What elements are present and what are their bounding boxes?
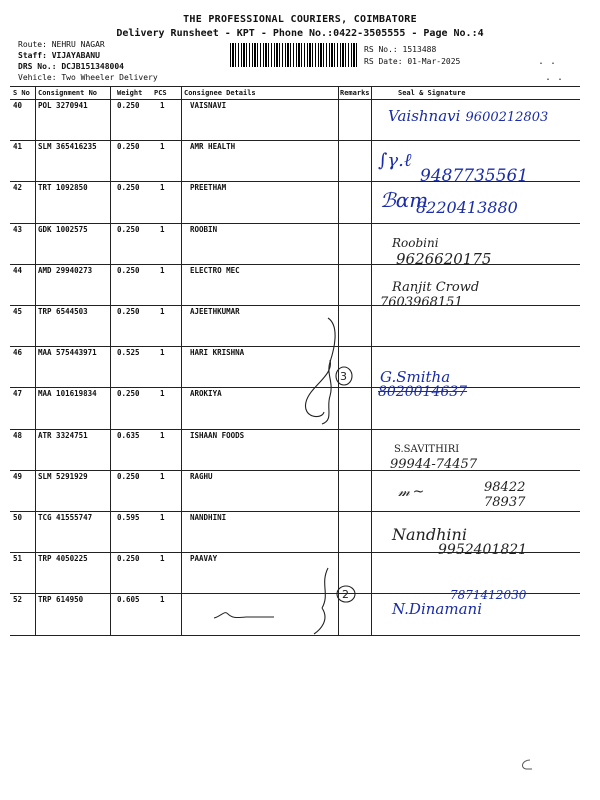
row-weight: 0.250	[117, 183, 140, 193]
vehicle-value: Two Wheeler Delivery	[61, 73, 158, 82]
table-row-rule	[10, 511, 580, 512]
row-consignee: HARI KRISHNA	[190, 348, 245, 358]
row-weight: 0.250	[117, 265, 140, 275]
row-sno: 40	[13, 101, 23, 110]
signature-number: 9487735561	[420, 166, 529, 186]
table-row-rule	[10, 140, 580, 141]
row-sno: 43	[13, 224, 23, 234]
signature-name: N.Dinamani	[392, 600, 482, 618]
col-header-sno: S No	[13, 89, 30, 97]
runsheet-title: Delivery Runsheet - KPT - Phone No.:0422-3505555 - Page No.:4	[116, 28, 484, 39]
row-sno: 48	[13, 430, 23, 440]
rs-date-value: 01-Mar-2025	[407, 57, 461, 66]
signature-name: Roobini	[392, 236, 439, 250]
staff-label: Staff:	[18, 51, 47, 60]
table-header-rule	[10, 99, 580, 100]
company-title: THE PROFESSIONAL COURIERS, COIMBATORE	[183, 14, 417, 25]
consignee-scribble	[212, 606, 282, 626]
row-consignee: VAISNAVI	[190, 101, 227, 110]
page-mark	[518, 758, 534, 772]
brace-mark	[322, 568, 328, 608]
row-consignment: TRP 4050225	[38, 554, 88, 564]
row-consignment: TCG 41555747	[38, 513, 93, 522]
signature-number: 98422 78937	[484, 480, 526, 510]
signature-name: Nandhini	[392, 525, 467, 544]
col-divider	[110, 86, 111, 636]
row-sno: 41	[13, 142, 23, 152]
col-header-weight: Weight	[117, 89, 143, 97]
signature	[388, 106, 548, 125]
signature-name: Ranjit Crowd	[392, 280, 480, 295]
row-consignment: TRP 614950	[38, 595, 84, 605]
row-pcs: 1	[160, 183, 165, 193]
table-row-rule	[10, 470, 580, 471]
rs-date-label: RS Date:	[364, 57, 403, 66]
brace-mark	[314, 608, 325, 634]
row-weight: 0.595	[117, 513, 140, 522]
col-header-pcs: PCS	[154, 89, 167, 97]
col-header-seal: Seal & Signature	[398, 89, 466, 97]
col-header-consignee: Consignee Details	[184, 89, 256, 97]
table-row-rule	[10, 264, 580, 265]
row-sno: 50	[13, 513, 23, 522]
row-consignee: PREETHAM	[190, 183, 227, 193]
row-sno: 52	[13, 595, 23, 605]
row-sno: 49	[13, 471, 23, 481]
row-consignment: SLM 5291929	[38, 471, 88, 481]
row-consignment: MAA 101619834	[38, 389, 97, 399]
row-consignee: ROOBIN	[190, 224, 218, 234]
signature-number: 9952401821	[438, 542, 528, 558]
signature-name: S.SAVITHIRI	[394, 444, 460, 455]
row-pcs: 1	[160, 101, 165, 110]
row-consignee: PAAVAY	[190, 554, 218, 564]
signature-number: 7871412030	[450, 588, 527, 602]
rs-date-line	[364, 57, 460, 66]
drs-line	[18, 62, 124, 71]
vehicle-line	[18, 73, 158, 82]
row-weight: 0.250	[117, 224, 140, 234]
row-weight: 0.250	[117, 471, 140, 481]
row-consignee: ISHAAN FOODS	[190, 430, 245, 440]
signature-number: 99944-74457	[390, 457, 478, 472]
row-pcs: 1	[160, 142, 165, 152]
drs-label: DRS No.:	[18, 62, 57, 71]
row-consignment: AMD 29940273	[38, 265, 93, 275]
vehicle-label: Vehicle:	[18, 73, 57, 82]
table-row-rule	[10, 429, 580, 430]
row-pcs: 1	[160, 513, 165, 522]
row-weight: 0.250	[117, 389, 140, 399]
row-consignment: MAA 575443971	[38, 348, 97, 358]
route-value: NEHRU NAGAR	[51, 40, 105, 49]
table-row-rule	[10, 223, 580, 224]
row-weight: 0.605	[117, 595, 140, 605]
row-weight: 0.250	[117, 101, 140, 110]
signature-number: 7603968151	[380, 295, 463, 310]
signature-number: 8220413880	[416, 198, 518, 217]
table-row-rule	[10, 387, 580, 388]
row-consignment: TRT 1092850	[38, 183, 88, 193]
row-sno: 47	[13, 389, 23, 399]
signature: ∫γ.ℓ	[378, 150, 412, 171]
drs-value: DCJB151348004	[61, 62, 124, 71]
row-sno: 51	[13, 554, 23, 564]
row-pcs: 1	[160, 554, 165, 564]
signature-number: 9626620175	[396, 250, 492, 268]
brace-mark	[305, 360, 330, 417]
row-pcs: 1	[160, 224, 165, 234]
row-sno: 42	[13, 183, 23, 193]
circled-number-2: 2	[342, 588, 349, 601]
row-consignee: AROKIYA	[190, 389, 222, 399]
barcode	[230, 43, 358, 67]
table-row-rule	[10, 346, 580, 347]
remarks-annotations	[300, 316, 380, 636]
col-divider	[181, 86, 182, 636]
row-pcs: 1	[160, 471, 165, 481]
row-pcs: 1	[160, 265, 165, 275]
rs-no-value: 1513488	[402, 45, 437, 54]
col-header-remarks: Remarks	[340, 89, 370, 97]
row-pcs: 1	[160, 595, 165, 605]
row-consignee: AJEETHKUMAR	[190, 307, 240, 316]
row-consignment: POL 3270941	[38, 101, 88, 110]
row-sno: 45	[13, 307, 23, 316]
row-pcs: 1	[160, 307, 165, 316]
col-divider	[35, 86, 36, 636]
signature-name: G.Smitha	[380, 368, 451, 386]
row-consignee: RAGHU	[190, 471, 213, 481]
table-row-rule	[10, 305, 580, 306]
row-weight: 0.635	[117, 430, 140, 440]
table-top-rule	[10, 86, 580, 87]
signature-name: Vaishnavi	[388, 107, 461, 125]
signature-number: 8020014637	[378, 384, 468, 400]
table-row-rule	[10, 635, 580, 636]
row-pcs: 1	[160, 348, 165, 358]
row-weight: 0.250	[117, 307, 140, 316]
margin-dots: . .	[538, 56, 557, 67]
row-consignee: ELECTRO MEC	[190, 265, 240, 275]
row-consignment: ATR 3324751	[38, 430, 88, 440]
signature-number: 9600212803	[465, 110, 549, 125]
row-consignment: TRP 6544503	[38, 307, 88, 316]
row-consignee: NANDHINI	[190, 513, 227, 522]
margin-dots-2: . .	[545, 72, 564, 83]
row-weight: 0.250	[117, 554, 140, 564]
row-sno: 46	[13, 348, 23, 358]
row-consignment: SLM 365416235	[38, 142, 97, 152]
row-weight: 0.525	[117, 348, 140, 358]
col-header-consignment: Consignment No	[38, 89, 98, 97]
staff-value: VIJAYABANU	[51, 51, 100, 60]
row-pcs: 1	[160, 389, 165, 399]
rs-no-label: RS No.:	[364, 45, 398, 54]
row-weight: 0.250	[117, 142, 140, 152]
route-label: Route:	[18, 40, 47, 49]
staff-line	[18, 51, 100, 60]
rs-no-line	[364, 45, 436, 54]
circled-number-3: 3	[340, 370, 347, 383]
row-pcs: 1	[160, 430, 165, 440]
route-line	[18, 40, 105, 49]
row-sno: 44	[13, 265, 23, 275]
row-consignee: AMR HEALTH	[190, 142, 236, 152]
row-consignment: GDK 1002575	[38, 224, 88, 234]
